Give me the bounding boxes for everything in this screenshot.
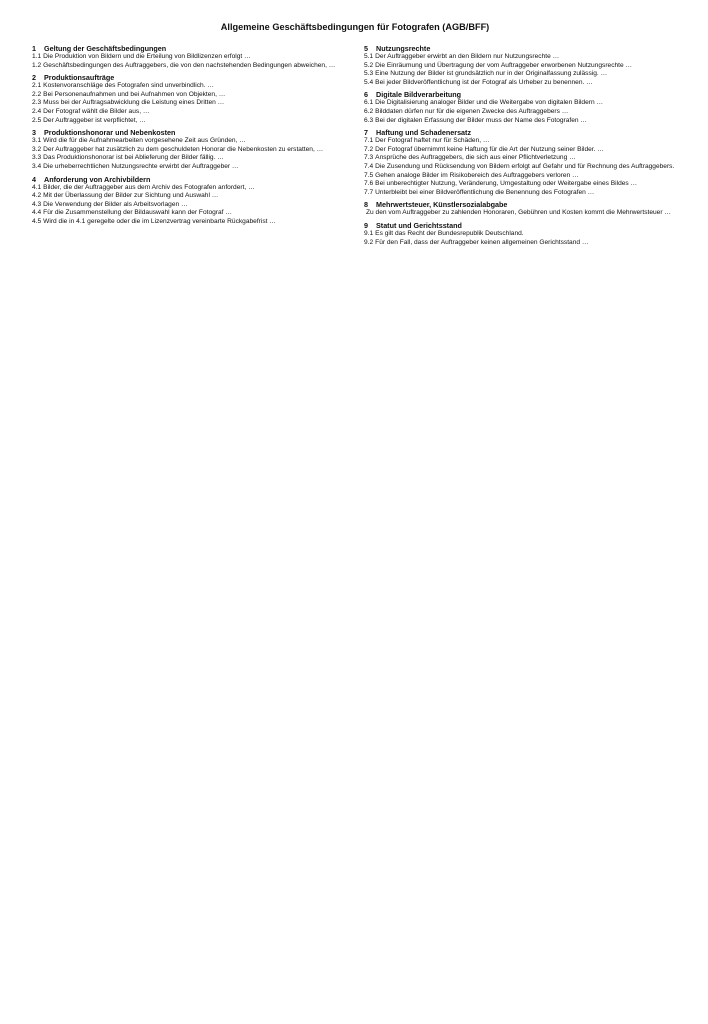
clause-text: Ansprüche des Auftraggebers, die sich aus einer Pflichtverletzung … bbox=[375, 154, 576, 162]
clause bbox=[364, 70, 678, 79]
section-9 bbox=[364, 221, 678, 247]
section-number: 1 bbox=[32, 44, 36, 53]
section-title: Digitale Bildverarbeitung bbox=[376, 90, 462, 100]
clause bbox=[32, 82, 346, 91]
section-title: Geltung der Geschäftsbedingungen bbox=[44, 44, 167, 53]
section-heading bbox=[32, 128, 346, 137]
clause-text: Geschäftsbedingungen des Auftraggebers, die von den nachstehenden Bedingungen abweichen, … bbox=[43, 61, 336, 69]
clause-number: 7.3 bbox=[364, 154, 374, 162]
clause bbox=[32, 99, 346, 108]
clause-text: Gehen analoge Bilder im Risikobereich des Auftraggebers verloren … bbox=[375, 171, 579, 179]
clause-number: 4.3 bbox=[32, 200, 42, 208]
clause bbox=[32, 117, 346, 126]
clause bbox=[364, 239, 678, 248]
clause-number: 6.3 bbox=[364, 116, 374, 124]
clause-text: Die Zusendung und Rücksendung von Bildern erfolgt auf Gefahr und für Rechnung des Auftraggebers. bbox=[375, 162, 675, 170]
clause-text: Wird die in 4.1 geregelte oder die im Lizenzvertrag vereinbarte Rückgabefrist … bbox=[43, 217, 276, 225]
clause bbox=[32, 137, 346, 146]
clause-text: Das Produktionshonorar ist bei Ablieferung der Bilder fällig. … bbox=[43, 154, 224, 162]
clause-number: 2.1 bbox=[32, 82, 42, 90]
section-title: Anforderung von Archivbildern bbox=[44, 174, 151, 184]
section-2 bbox=[32, 73, 346, 125]
section-title: Produktionsaufträge bbox=[44, 73, 115, 83]
clause bbox=[364, 79, 678, 88]
section-6 bbox=[364, 90, 678, 125]
clause-text: Für die Zusammenstellung der Bildauswahl kann der Fotograf … bbox=[43, 209, 232, 217]
clause-number: 7.1 bbox=[364, 137, 374, 145]
clause-number: 3.3 bbox=[32, 154, 42, 162]
clause-number: 7.6 bbox=[364, 180, 374, 188]
clause bbox=[32, 184, 346, 193]
section-number: 6 bbox=[364, 90, 368, 100]
clause-text: Der Auftraggeber hat zusätzlich zu dem geschuldeten Honorar die Nebenkosten zu erstatten, … bbox=[43, 145, 324, 153]
clause-text: Eine Nutzung der Bilder ist grundsätzlich nur in der Originalfassung zulässig. … bbox=[375, 70, 608, 78]
section-heading bbox=[364, 200, 678, 209]
clause-text: Die Verwendung der Bilder als Arbeitsvorlagen … bbox=[43, 200, 188, 208]
clause bbox=[364, 172, 678, 181]
clause-number: 7.4 bbox=[364, 162, 374, 170]
section-number: 8 bbox=[364, 200, 368, 210]
text-columns bbox=[32, 44, 678, 1004]
clause-text: Bei jeder Bildveröffentlichung ist der Fotograf als Urheber zu benennen. … bbox=[375, 78, 593, 86]
section-title: Statut und Gerichtsstand bbox=[376, 220, 462, 230]
clause bbox=[364, 53, 678, 62]
clause bbox=[32, 192, 346, 201]
clause-text: Unterbleibt bei einer Bildveröffentlichung die Benennung des Fotografen … bbox=[375, 188, 595, 196]
clause-text: Wird die für die Aufnahmearbeiten vorgesehene Zeit aus Gründen, … bbox=[43, 137, 246, 145]
clause-number: 4.5 bbox=[32, 217, 42, 225]
clause-text: Bilder, die der Auftraggeber aus dem Archiv des Fotografen anfordert, … bbox=[43, 183, 255, 191]
clause-text: Der Fotograf übernimmt keine Haftung für die Art der Nutzung seiner Bilder. … bbox=[375, 145, 604, 153]
section-8 bbox=[364, 200, 678, 218]
clause-number: 5.4 bbox=[364, 78, 374, 86]
clause-number: 4.4 bbox=[32, 209, 42, 217]
clause-text: Muss bei der Auftragsabwicklung die Leistung eines Dritten … bbox=[43, 99, 225, 107]
clause-text: Es gilt das Recht der Bundesrepublik Deutschland. bbox=[375, 229, 524, 237]
clause bbox=[364, 117, 678, 126]
clause bbox=[364, 189, 678, 198]
left-column bbox=[32, 44, 346, 1004]
clause-number: 3.4 bbox=[32, 162, 42, 170]
clause bbox=[364, 62, 678, 71]
clause-text: Kostenvoranschläge des Fotografen sind unverbindlich. … bbox=[43, 82, 214, 90]
clause bbox=[364, 163, 678, 172]
section-title: Haftung und Schadenersatz bbox=[376, 128, 472, 138]
section-heading bbox=[32, 44, 346, 53]
clause-number: 6.1 bbox=[364, 99, 374, 107]
clause-number: 9.2 bbox=[364, 238, 374, 246]
clause bbox=[32, 108, 346, 117]
clause bbox=[364, 146, 678, 155]
section-heading bbox=[364, 44, 678, 53]
clause-number: 2.2 bbox=[32, 90, 42, 98]
section-number: 3 bbox=[32, 128, 36, 138]
clause-number: 5.3 bbox=[364, 70, 374, 78]
clause bbox=[364, 180, 678, 189]
section-4 bbox=[32, 175, 346, 227]
clause bbox=[32, 209, 346, 218]
section-heading bbox=[364, 128, 678, 137]
section-number: 9 bbox=[364, 220, 368, 230]
clause-number: 1.2 bbox=[32, 61, 42, 69]
right-column bbox=[364, 44, 678, 1004]
clause bbox=[32, 53, 346, 62]
clause bbox=[364, 209, 678, 218]
clause-number: 3.1 bbox=[32, 137, 42, 145]
clause-text: Der Fotograf haftet nur für Schäden, … bbox=[375, 137, 490, 145]
clause-number: 6.2 bbox=[364, 107, 374, 115]
clause-number: 7.2 bbox=[364, 145, 374, 153]
clause-text: Bei Personenaufnahmen und bei Aufnahmen von Objekten, … bbox=[43, 90, 226, 98]
document-title: Allgemeine Geschäftsbedingungen für Fotografen (AGB/BFF) bbox=[220, 22, 490, 32]
section-number: 5 bbox=[364, 44, 368, 53]
clause bbox=[32, 154, 346, 163]
clause-number: 2.3 bbox=[32, 99, 42, 107]
clause-text: Der Auftraggeber erwirbt an den Bildern nur Nutzungsrechte … bbox=[375, 53, 560, 60]
section-5 bbox=[364, 44, 678, 87]
clause-number: 3.2 bbox=[32, 145, 42, 153]
section-heading bbox=[32, 73, 346, 82]
clause-text: Bilddaten dürfen nur für die eigenen Zwecke des Auftraggebers … bbox=[375, 107, 569, 115]
section-number: 7 bbox=[364, 128, 368, 138]
section-title: Nutzungsrechte bbox=[376, 44, 431, 53]
clause-text: Bei der digitalen Erfassung der Bilder muss der Name des Fotografen … bbox=[375, 116, 588, 124]
clause-number: 1.1 bbox=[32, 53, 42, 60]
document-page bbox=[32, 22, 678, 1012]
clause bbox=[364, 137, 678, 146]
clause bbox=[364, 230, 678, 239]
clause-text: Zu den vom Auftraggeber zu zahlenden Honoraren, Gebühren und Kosten kommt die Mehrwertsteuer … bbox=[366, 209, 671, 217]
clause bbox=[32, 62, 346, 71]
clause-text: Die urheberrechtlichen Nutzungsrechte erwirbt der Auftraggeber … bbox=[43, 162, 239, 170]
section-7 bbox=[364, 128, 678, 197]
clause-number: 7.5 bbox=[364, 171, 374, 179]
clause bbox=[364, 108, 678, 117]
clause-number: 4.1 bbox=[32, 183, 42, 191]
section-1 bbox=[32, 44, 346, 70]
section-heading bbox=[364, 90, 678, 99]
clause-text: Für den Fall, dass der Auftraggeber keinen allgemeinen Gerichtsstand … bbox=[375, 238, 589, 246]
clause-number: 2.5 bbox=[32, 116, 42, 124]
section-heading bbox=[364, 221, 678, 230]
clause bbox=[364, 99, 678, 108]
section-number: 4 bbox=[32, 174, 36, 184]
clause-number: 5.1 bbox=[364, 53, 374, 60]
clause-number: 5.2 bbox=[364, 61, 374, 69]
clause-text: Die Digitalisierung analoger Bilder und die Weitergabe von digitalen Bildern … bbox=[375, 99, 604, 107]
clause bbox=[32, 91, 346, 100]
section-title: Mehrwertsteuer, Künstlersozialabgabe bbox=[376, 200, 508, 210]
clause-text: Die Einräumung und Übertragung der vom Auftraggeber erworbenen Nutzungsrechte … bbox=[375, 61, 633, 69]
section-heading bbox=[32, 175, 346, 184]
clause-number: 7.7 bbox=[364, 188, 374, 196]
clause-text: Der Fotograf wählt die Bilder aus, … bbox=[43, 107, 150, 115]
section-title: Produktionshonorar und Nebenkosten bbox=[44, 128, 176, 138]
clause-number: 9.1 bbox=[364, 229, 374, 237]
section-3 bbox=[32, 128, 346, 171]
clause bbox=[32, 146, 346, 155]
clause-number: 2.4 bbox=[32, 107, 42, 115]
clause-text: Mit der Überlassung der Bilder zur Sichtung und Auswahl … bbox=[43, 192, 219, 200]
clause bbox=[32, 218, 346, 227]
clause bbox=[32, 163, 346, 172]
clause-text: Die Produktion von Bildern und die Erteilung von Bildlizenzen erfolgt … bbox=[43, 53, 251, 60]
clause bbox=[32, 201, 346, 210]
clause-number: 4.2 bbox=[32, 192, 42, 200]
clause-text: Der Auftraggeber ist verpflichtet, … bbox=[43, 116, 146, 124]
clause-text: Bei unberechtigter Nutzung, Veränderung, Umgestaltung oder Weitergabe eines Bildes … bbox=[375, 180, 638, 188]
clause bbox=[364, 154, 678, 163]
section-number: 2 bbox=[32, 73, 36, 83]
